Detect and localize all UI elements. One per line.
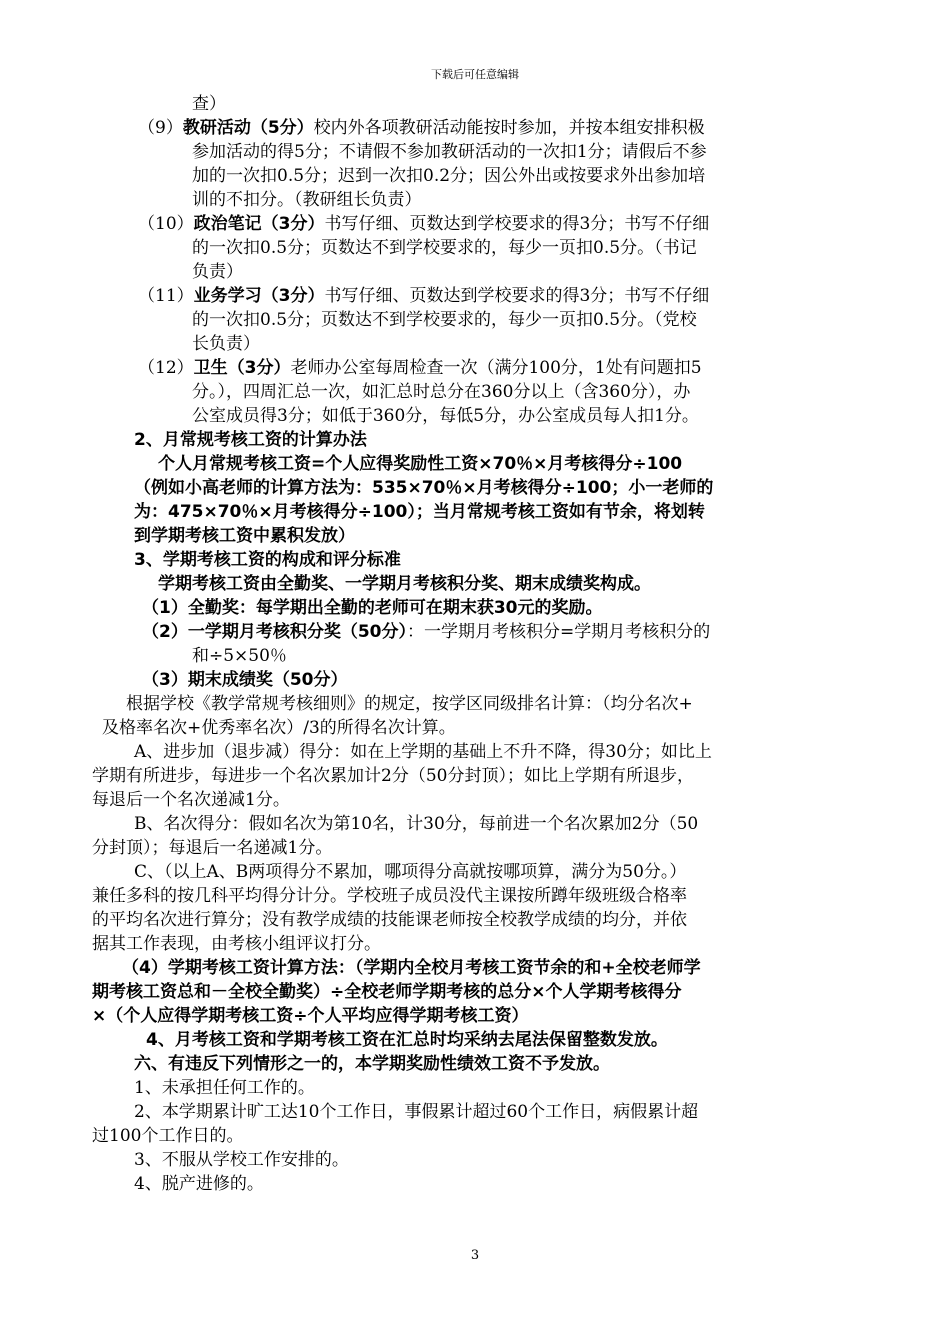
section-heading: 六、有违反下列情形之一的，本学期奖励性绩效工资不予发放。	[134, 1054, 610, 1074]
text-line: 书写仔细、页数达到学校要求的得3分；书写不仔细	[324, 286, 710, 306]
section-heading: 4、月考核工资和学期考核工资在汇总时均采纳去尾法保留整数发放。	[146, 1030, 668, 1050]
item-title: 卫生（3分）	[193, 358, 291, 378]
item-number: （12）	[138, 358, 194, 378]
item-10	[92, 212, 902, 236]
text-line: 的一次扣0.5分；页数达不到学校要求的，每少一页扣0.5分。（党校	[192, 310, 697, 330]
text-line: 期考核工资总和－全校全勤奖）÷全校老师学期考核的总分×个人学期考核得分	[92, 982, 682, 1002]
text-line: 个人月常规考核工资=个人应得奖励性工资×70％×月考核得分÷100	[158, 454, 683, 474]
item-title: 政治笔记（3分）	[193, 214, 325, 234]
text-line: 2、本学期累计旷工达10个工作日，事假累计超过60个工作日，病假累计超	[134, 1102, 699, 1122]
item-number: （11）	[138, 286, 194, 306]
text-line: B、名次得分：假如名次为第10名，计30分，每前进一个名次累加2分（50	[134, 814, 699, 834]
text-line: 查）	[192, 94, 226, 114]
text-line: 4、脱产进修的。	[134, 1174, 264, 1194]
text-line: 过100个工作日的。	[92, 1126, 244, 1146]
item-title: （2）一学期月考核积分奖（50分）	[142, 622, 407, 642]
text-line: 学期考核工资由全勤奖、一学期月考核积分奖、期末成绩奖构成。	[158, 574, 651, 594]
item-number: （10）	[138, 214, 194, 234]
item-11	[92, 284, 902, 308]
page-number: 3	[470, 1248, 480, 1263]
section-heading: 2、月常规考核工资的计算办法	[134, 430, 367, 450]
item-9	[92, 116, 902, 140]
page-header: 下载后可任意编辑	[431, 68, 519, 81]
text-line: 每退后一个名次递减1分。	[92, 790, 290, 810]
text-line: （1）全勤奖：每学期出全勤的老师可在期末获30元的奖励。	[142, 598, 603, 618]
document-body	[92, 92, 902, 1196]
text-line: 学期有所进步，每进步一个名次累加计2分（50分封顶）；如比上学期有所退步，	[92, 766, 694, 786]
text-line: 1、未承担任何工作的。	[134, 1078, 315, 1098]
text-line: （3）期末成绩奖（50分）	[142, 670, 348, 690]
text-line: 3、不服从学校工作安排的。	[134, 1150, 349, 1170]
text-line: 训的不扣分。（教研组长负责）	[192, 190, 422, 210]
text-line: 及格率名次+优秀率名次）/3的所得名次计算。	[102, 718, 456, 738]
text-line: 校内外各项教研活动能按时参加，并按本组安排积极	[313, 118, 705, 138]
item-number: （9）	[138, 118, 183, 138]
text-line: 书写仔细、页数达到学校要求的得3分；书写不仔细	[324, 214, 710, 234]
text-line: 参加活动的得5分；不请假不参加教研活动的一次扣1分；请假后不参	[192, 142, 707, 162]
section-heading: 3、学期考核工资的构成和评分标准	[134, 550, 401, 570]
text-line: 据其工作表现，由考核小组评议打分。	[92, 934, 381, 954]
text-line: ：一学期月考核积分=学期月考核积分的	[407, 622, 711, 642]
text-line: ×（个人应得学期考核工资÷个人平均应得学期考核工资）	[92, 1006, 529, 1026]
text-line: （例如小高老师的计算方法为：535×70％×月考核得分÷100；小一老师的	[134, 478, 714, 498]
item-3-2	[92, 620, 902, 644]
text-line: 到学期考核工资中累积发放）	[134, 526, 355, 546]
text-line: 根据学校《教学常规考核细则》的规定，按学区同级排名计算：（均分名次+	[126, 694, 693, 714]
text-line: 加的一次扣0.5分；迟到一次扣0.2分；因公外出或按要求外出参加培	[192, 166, 706, 186]
text-line: 兼任多科的按几科平均得分计分。学校班子成员没代主课按所蹲年级班级合格率	[92, 886, 687, 906]
text-line: 公室成员得3分；如低于360分，每低5分，办公室成员每人扣1分。	[192, 406, 699, 426]
text-line: A、进步加（退步减）得分：如在上学期的基础上不升不降，得30分；如比上	[134, 742, 712, 762]
text-line: 的平均名次进行算分；没有教学成绩的技能课老师按全校教学成绩的均分，并依	[92, 910, 687, 930]
text-line: 为：475×70％×月考核得分÷100）；当月常规考核工资如有节余，将划转	[134, 502, 705, 522]
text-line: （4）学期考核工资计算方法：（学期内全校月考核工资节余的和+全校老师学	[122, 958, 701, 978]
text-line: 老师办公室每周检查一次（满分100分，1处有问题扣5	[290, 358, 702, 378]
text-line: 分封顶）；每退后一名递减1分。	[92, 838, 333, 858]
item-title: 教研活动（5分）	[182, 118, 314, 138]
text-line: C、（以上A、B两项得分不累加，哪项得分高就按哪项算，满分为50分。）	[134, 862, 687, 882]
text-line: 分。），四周汇总一次，如汇总时总分在360分以上（含360分），办	[192, 382, 691, 402]
text-line: 负责）	[192, 262, 243, 282]
text-line: 的一次扣0.5分；页数达不到学校要求的，每少一页扣0.5分。（书记	[192, 238, 697, 258]
text-line: 长负责）	[192, 334, 260, 354]
item-12	[92, 356, 902, 380]
item-title: 业务学习（3分）	[193, 286, 325, 306]
text-line: 和÷5×50％	[192, 646, 287, 666]
